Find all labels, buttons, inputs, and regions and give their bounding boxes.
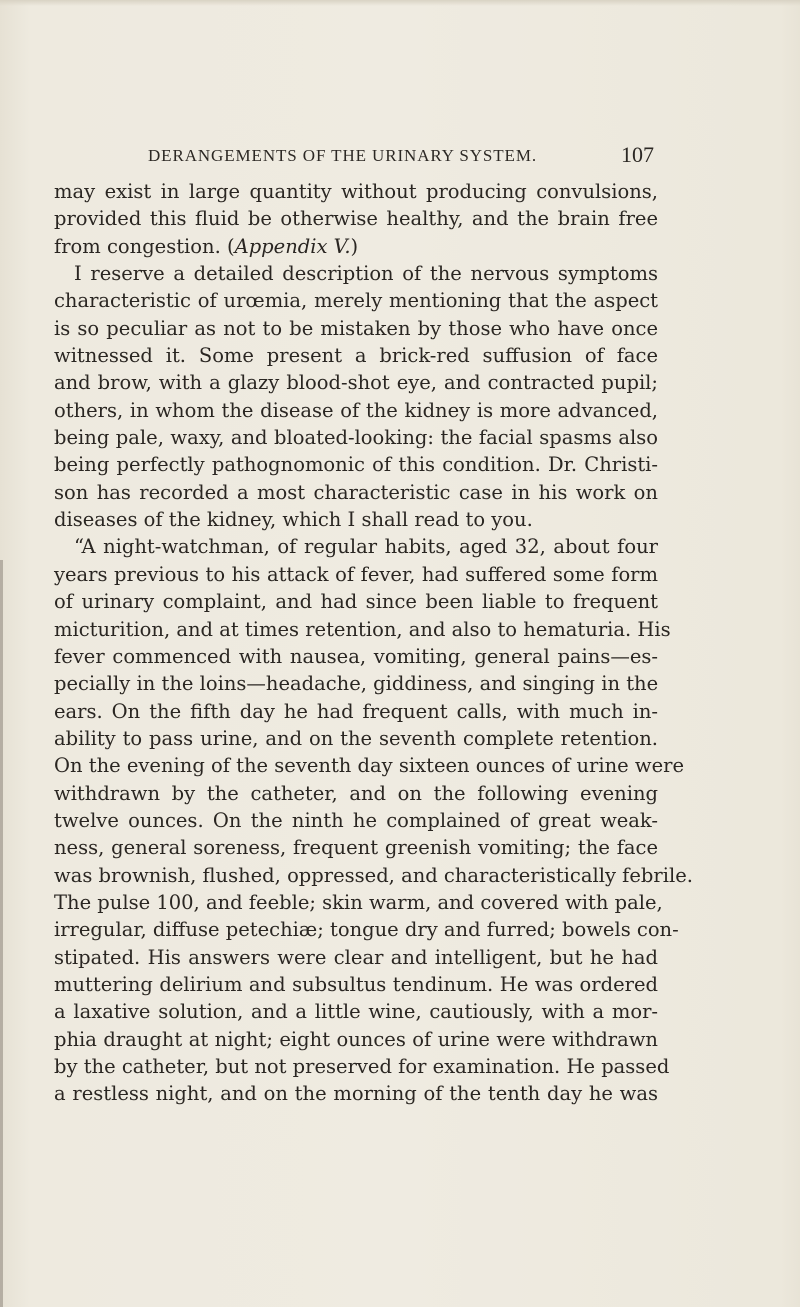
text-line: years previous to his attack of fever, had suffered some form [54, 562, 658, 586]
text-line: is so peculiar as not to be mistaken by those who have once [54, 316, 658, 340]
text-line: diseases of the kidney, which I shall read to you. [54, 508, 533, 532]
text-line: characteristic of urœmia, merely mentioning that the aspect [54, 289, 658, 313]
page-binding-edge [0, 560, 3, 1307]
text-line: ness, general soreness, frequent greenish vomiting; the face [54, 836, 658, 860]
paragraph-first-line: I reserve a detailed description of the nervous symptoms [74, 262, 658, 286]
appendix-reference: Appendix V. [234, 234, 351, 258]
text-line: others, in whom the disease of the kidney is more advanced, [54, 398, 658, 422]
text-line: withdrawn by the catheter, and on the following evening [54, 781, 658, 805]
text-line: ears. On the fifth day he had frequent calls, with much in- [54, 699, 658, 723]
text-line: being pale, waxy, and bloated-looking: the facial spasms also [54, 426, 658, 450]
text-line: by the catheter, but not preserved for examination. He passed [54, 1055, 670, 1078]
text-line: a restless night, and on the morning of the tenth day he was [54, 1082, 658, 1106]
text-line: fever commenced with nausea, vomiting, general pains—es- [54, 644, 658, 668]
text-line: and brow, with a glazy blood-shot eye, and contracted pupil; [54, 371, 658, 395]
text-line: stipated. His answers were clear and intelligent, but he had [54, 945, 658, 969]
page-top-edge [0, 0, 800, 6]
text-line: being perfectly pathognomonic of this condition. Dr. Christi- [54, 453, 658, 477]
text-line: ability to pass urine, and on the seventh complete retention. [54, 726, 658, 750]
text-line [54, 233, 658, 260]
page-header [148, 142, 654, 170]
text-span: ) [350, 234, 359, 258]
text-line: The pulse 100, and feeble; skin warm, and covered with pale, [54, 890, 663, 914]
page-number: 107 [621, 142, 654, 167]
text-span: from congestion. ( [54, 234, 235, 258]
body-text [54, 178, 693, 1108]
text-line: of urinary complaint, and had since been liable to frequent [54, 590, 658, 614]
text-line: muttering delirium and subsultus tendinum. He was ordered [54, 972, 658, 996]
text-line: was brownish, flushed, oppressed, and characteristically febrile. [54, 863, 693, 887]
text-line: a laxative solution, and a little wine, cautiously, with a mor- [54, 1000, 658, 1024]
text-line: provided this fluid be otherwise healthy, and the brain free [54, 207, 658, 231]
text-line: witnessed it. Some present a brick-red suffusion of face [54, 344, 658, 368]
text-line: irregular, diffuse petechiæ; tongue dry and furred; bowels con- [54, 918, 679, 942]
text-line: twelve ounces. On the ninth he complained of great weak- [54, 808, 658, 832]
text-line: pecially in the loins—headache, giddiness, and singing in the [54, 672, 659, 696]
text-line: son has recorded a most characteristic case in his work on [54, 480, 658, 504]
text-line: may exist in large quantity without producing convulsions, [54, 180, 658, 203]
text-line: phia draught at night; eight ounces of urine were withdrawn [54, 1027, 658, 1051]
quote-first-line: “A night-watchman, of regular habits, aged 32, about four [74, 535, 658, 559]
text-line: micturition, and at times retention, and also to hematuria. His [54, 617, 671, 641]
running-head: DERANGEMENTS OF THE URINARY SYSTEM. [148, 146, 537, 165]
text-line: On the evening of the seventh day sixteen ounces of urine were [54, 754, 684, 778]
